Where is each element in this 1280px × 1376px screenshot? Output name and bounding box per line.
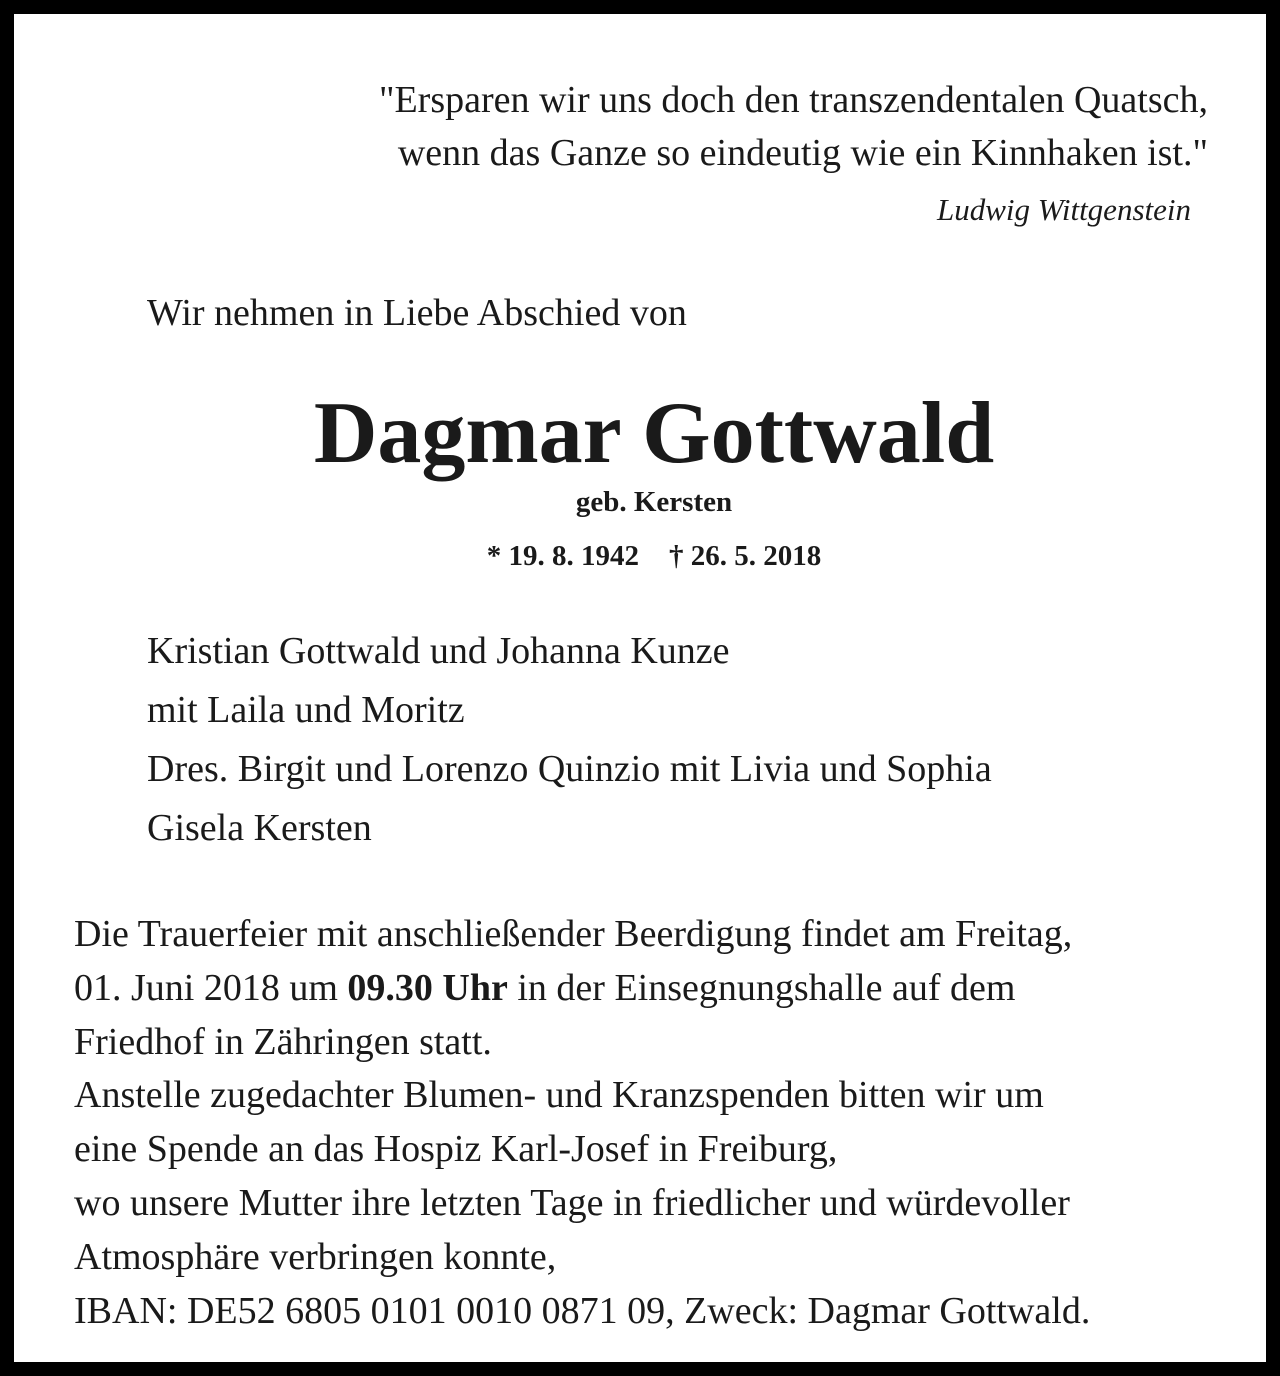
notice-date: 01. Juni 2018 um [74,966,348,1009]
quote-author: Ludwig Wittgenstein [936,192,1191,227]
mourner-entry: Gisela Kersten [147,807,372,849]
notice-line-3: Friedhof in Zähringen statt. [74,1020,492,1063]
mourner-entry: Kristian Gottwald und Johanna Kunze [147,630,730,672]
farewell-intro: Wir nehmen in Liebe Abschied von [147,292,687,334]
notice-location: in der Einsegnungshalle auf dem [507,966,1016,1009]
service-time: 09.30 Uhr [347,966,508,1009]
notice-line-5: eine Spende an das Hospiz Karl-Josef in Freiburg, [74,1128,838,1171]
epigraph-quote [379,74,1208,180]
iban-line: IBAN: DE52 6805 0101 0010 0871 09, Zweck: Dagmar Gottwald. [74,1289,1091,1332]
funeral-notice [74,908,1090,1338]
deceased-name: Dagmar Gottwald [313,385,995,482]
birth-date: * 19. 8. 1942 [486,540,639,572]
mourner-entry: mit Laila und Moritz [147,689,465,731]
quote-line-2: wenn das Ganze so eindeutig wie ein Kinnhaken ist." [397,132,1208,174]
notice-line-2 [74,962,1090,1016]
mourner-entry: Dres. Birgit und Lorenzo Quinzio mit Livia und Sophia [147,748,992,790]
notice-line-6: wo unsere Mutter ihre letzten Tage in friedlicher und würdevoller [74,1181,1070,1224]
death-date: † 26. 5. 2018 [669,540,822,572]
notice-line-4: Anstelle zugedachter Blumen- und Kranzspenden bitten wir um [74,1074,1044,1117]
notice-line-1: Die Trauerfeier mit anschließender Beerdigung findet am Freitag, [74,913,1073,955]
birth-name: geb. Kersten [575,486,733,518]
life-dates [14,540,1280,573]
quote-line-1: "Ersparen wir uns doch den transzendentalen Quatsch, [378,79,1208,121]
mourners-list [147,622,992,858]
notice-line-7: Atmosphäre verbringen konnte, [74,1235,557,1278]
